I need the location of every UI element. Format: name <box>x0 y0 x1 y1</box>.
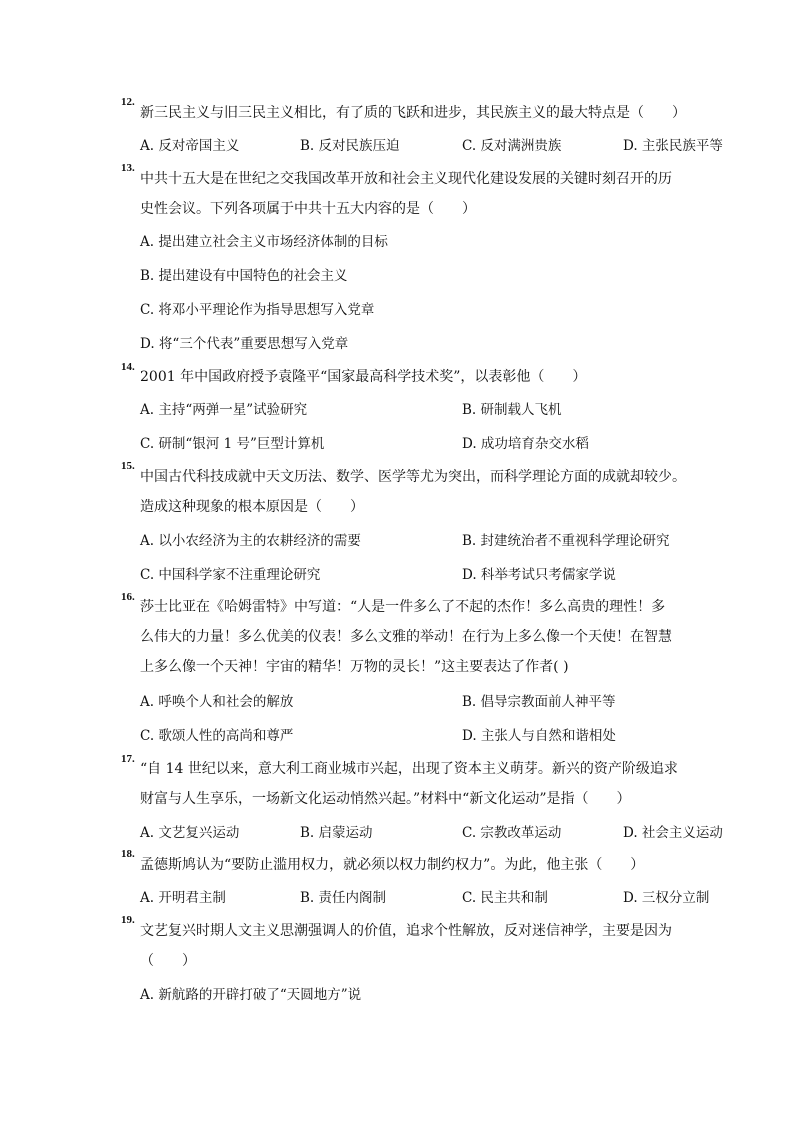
question-stem: （ ） <box>140 953 196 969</box>
option-a: A. 新航路的开辟打破了“天圆地方”说 <box>140 987 362 1003</box>
question-stem: 财富与人生享乐，一场新文化运动悄然兴起。”材料中“新文化运动”是指（ ） <box>140 791 631 807</box>
question-number: 15. <box>121 460 135 472</box>
question-stem: “自 14 世纪以来，意大利工商业城市兴起，出现了资本主义萌芽。新兴的资产阶级追求 <box>140 761 678 777</box>
question-stem: 中国古代科技成就中天文历法、数学、医学等尤为突出，而科学理论方面的成就却较少。 <box>140 469 686 485</box>
question-number: 17. <box>121 753 135 765</box>
question-number: 19. <box>121 914 135 926</box>
option-c: C. 将邓小平理论作为指导思想写入党章 <box>140 302 375 318</box>
option-b: B. 研制载人飞机 <box>462 402 562 418</box>
option-b: B. 提出建设有中国特色的社会主义 <box>140 268 348 284</box>
question-stem: 造成这种现象的根本原因是（ ） <box>140 499 364 515</box>
option-c: C. 歌颂人性的高尚和尊严 <box>140 728 294 744</box>
option-b: B. 责任内阁制 <box>300 890 387 906</box>
option-c: C. 宗教改革运动 <box>462 825 562 841</box>
option-a: A. 主持“两弹一星”试验研究 <box>140 402 308 418</box>
question-stem: 史性会议。下列各项属于中共十五大内容的是（ ） <box>140 201 476 217</box>
option-b: B. 封建统治者不重视科学理论研究 <box>462 533 670 549</box>
option-c: C. 中国科学家不注重理论研究 <box>140 567 321 583</box>
question-stem: 上多么像一个天神！宇宙的精华！万物的灵长！”这主要表达了作者( ) <box>140 659 569 675</box>
question-number: 16. <box>121 591 135 603</box>
option-c: C. 反对满洲贵族 <box>462 138 562 154</box>
question-stem: 孟德斯鸠认为“要防止滥用权力，就必须以权力制约权力”。为此，他主张（ ） <box>140 857 645 873</box>
option-d: D. 主张人与自然和谐相处 <box>462 728 616 744</box>
option-d: D. 社会主义运动 <box>623 825 723 841</box>
option-b: B. 倡导宗教面前人神平等 <box>462 694 616 710</box>
option-a: A. 开明君主制 <box>140 890 226 906</box>
option-d: D. 将“三个代表”重要思想写入党章 <box>140 336 349 352</box>
question-stem: 文艺复兴时期人文主义思潮强调人的价值，追求个性解放，反对迷信神学，主要是因为 <box>140 923 672 939</box>
question-stem: 莎士比亚在《哈姆雷特》中写道：“人是一件多么了不起的杰作！多么高贵的理性！多 <box>140 599 666 615</box>
question-number: 13. <box>121 162 135 174</box>
option-b: B. 启蒙运动 <box>300 825 373 841</box>
option-d: D. 主张民族平等 <box>623 138 723 154</box>
question-number: 14. <box>121 361 135 373</box>
option-a: A. 反对帝国主义 <box>140 138 240 154</box>
option-a: A. 呼唤个人和社会的解放 <box>140 694 294 710</box>
question-stem: 么伟大的力量！多么优美的仪表！多么文雅的举动！在行为上多么像一个天使！在智慧 <box>140 629 672 645</box>
question-number: 18. <box>121 848 135 860</box>
option-c: C. 研制“银河 1 号”巨型计算机 <box>140 436 325 452</box>
option-b: B. 反对民族压迫 <box>300 138 400 154</box>
option-d: D. 三权分立制 <box>623 890 710 906</box>
question-stem: 2001 年中国政府授予袁隆平“国家最高科学技术奖”，以表彰他（ ） <box>140 369 587 385</box>
option-a: A. 以小农经济为主的农耕经济的需要 <box>140 533 361 549</box>
option-a: A. 文艺复兴运动 <box>140 825 240 841</box>
option-d: D. 成功培育杂交水稻 <box>462 436 589 452</box>
question-number: 12. <box>121 96 135 108</box>
option-c: C. 民主共和制 <box>462 890 548 906</box>
option-d: D. 科举考试只考儒家学说 <box>462 567 616 583</box>
question-stem: 新三民主义与旧三民主义相比，有了质的飞跃和进步，其民族主义的最大特点是（ ） <box>140 105 686 121</box>
option-a: A. 提出建立社会主义市场经济体制的目标 <box>140 234 388 250</box>
question-stem: 中共十五大是在世纪之交我国改革开放和社会主义现代化建设发展的关键时刻召开的历 <box>140 171 672 187</box>
